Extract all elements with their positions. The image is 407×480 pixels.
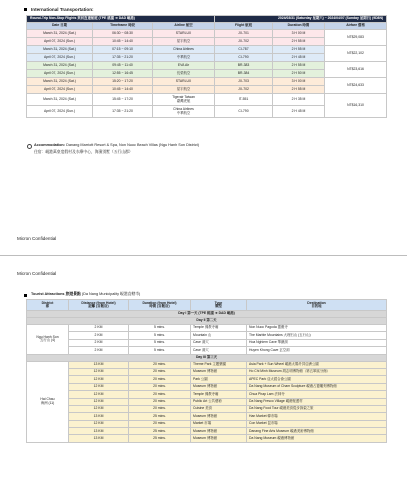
flight-timeframe: 15:45 ~ 17:20 (93, 94, 153, 106)
attraction-distance: 12 KM (69, 383, 129, 390)
flight-date: April 07, 2024 (Sun.) (27, 70, 93, 78)
section-bullet (24, 8, 27, 11)
attraction-duration: 5 mins. (129, 325, 191, 332)
flight-duration: 2 H 35 M (273, 94, 325, 106)
flight-timeframe: 17:35 ~ 21:20 (93, 54, 153, 62)
day-1-row (27, 311, 387, 318)
flight-airfare: NT$16,310 (325, 94, 387, 118)
attraction-distance: 12 KM (69, 405, 129, 412)
accommodation-en: Danang Marriott Resort & Spa, Non Nuoc Beach Villas (Ngu Hanh Son District) (66, 143, 199, 147)
attraction-destination: Da Nang Museum of Cham Sculpture 峴港占婆雕刻博物館 (247, 383, 387, 390)
accommodation-label: Accommodation: (34, 143, 66, 147)
day-3-row (27, 354, 387, 361)
attractions-heading: Tourist Attractions 旅遊景點 (31, 291, 81, 296)
attraction-type: Museum 博物館 (191, 435, 247, 442)
accommodation-zh: 住宿：峴港萬豪度假村及水療中心，海濱別墅（五行山郡） (34, 149, 133, 154)
attraction-duration: 20 mins. (129, 391, 191, 398)
flight-date: April 07, 2024 (Sun.) (27, 38, 93, 46)
attraction-row (27, 405, 387, 412)
col-airfare: Airfare 價格 (325, 23, 387, 30)
attraction-distance: 12 KM (69, 376, 129, 383)
attraction-type: Museum 博物館 (191, 383, 247, 390)
attractions-header (27, 300, 387, 311)
attraction-type: Museum 博物館 (191, 428, 247, 435)
flight-timeframe: 10:45 ~ 14:40 (93, 86, 153, 94)
flight-duration: 3 H 00 M (273, 78, 325, 86)
flight-airline: 星宇航空 (153, 86, 215, 94)
flight-table (26, 15, 387, 118)
flight-timeframe: 12:55 ~ 16:45 (93, 70, 153, 78)
flight-table-header (27, 23, 387, 30)
flight-number: BR-384 (215, 70, 273, 78)
district-name-zh: 五行山 (4) (39, 338, 56, 343)
attraction-row (27, 420, 387, 427)
attractions-table (26, 299, 387, 443)
attraction-duration: 20 mins. (129, 405, 191, 412)
flight-duration: 2 H 55 M (273, 62, 325, 70)
attraction-distance: 2 KM (69, 339, 129, 346)
flight-duration: 2 H 45 M (273, 54, 325, 62)
district-name: Hai Chau (40, 397, 55, 402)
header-confidential: Micron Confidential (17, 271, 57, 276)
attraction-type: Museum 博物館 (191, 413, 247, 420)
attraction-destination: Huyen Khong Cave 玄空洞 (247, 347, 387, 354)
flight-date: March 31, 2024 (Sat.) (27, 62, 93, 70)
attraction-duration: 25 mins. (129, 428, 191, 435)
flight-number: JX-702 (215, 38, 273, 46)
attraction-row (27, 391, 387, 398)
attractions-subheading: (Da Nang Municipality 峴港直轄市) (81, 291, 141, 296)
flight-row (27, 62, 387, 70)
col-date: Date 日期 (27, 23, 93, 30)
flight-airline: China Airlines 中華航空 (153, 106, 215, 118)
flight-date: March 31, 2024 (Sat.) (27, 46, 93, 54)
flight-number: CI-790 (215, 54, 273, 62)
flight-number: JX-702 (215, 86, 273, 94)
attraction-type: Cave 洞穴 (191, 339, 247, 346)
accommodation-line (34, 144, 199, 148)
flight-airline: Tigerair Taiwan 臺灣虎航 (153, 94, 215, 106)
attraction-destination: APEC Park 亞太經合會公園 (247, 376, 387, 383)
flight-row (27, 46, 387, 54)
attraction-destination: Da Nang Fresco Village 峴港壁畫村 (247, 398, 387, 405)
flight-number: BR-383 (215, 62, 273, 70)
flight-airfare: NT$29,083 (325, 30, 387, 46)
attraction-destination: Han Market 韓市場 (247, 413, 387, 420)
attraction-distance: 12 KM (69, 420, 129, 427)
attraction-duration: 5 mins. (129, 347, 191, 354)
day-2-label: Day II 第二天 (27, 318, 387, 325)
section-title: International Transportation: (31, 6, 94, 12)
flight-date: March 31, 2024 (Sat.) (27, 30, 93, 38)
flight-date: March 31, 2024 (Sat.) (27, 78, 93, 86)
district-name: Ngu Hanh Son (36, 334, 59, 339)
attraction-destination: Asia Park + Sun Wheel 峴港太陽升昇亞洲公園 (247, 361, 387, 368)
flight-timeframe: 09:45 ~ 11:40 (93, 62, 153, 70)
attraction-duration: 5 mins. (129, 339, 191, 346)
accommodation-bullet (27, 144, 32, 149)
flight-number: JX-703 (215, 78, 273, 86)
attraction-destination: Da Nang Food Tour 峴港美食從步探索之旅 (247, 405, 387, 412)
flight-airfare: NT$23,616 (325, 62, 387, 78)
col-district: District 郡 (27, 300, 69, 311)
day-1-label: Day I 第一天 (TPE 桃園 ➜ DAD 峴港) (27, 311, 387, 318)
attraction-destination: Danang Fine Arts Museum 峴港美術博物館 (247, 428, 387, 435)
attraction-duration: 20 mins. (129, 383, 191, 390)
flight-number: IT-551 (215, 94, 273, 106)
flight-duration: 2 H 55 M (273, 38, 325, 46)
flight-row (27, 78, 387, 86)
attraction-row (27, 347, 387, 354)
district-cell (27, 325, 69, 355)
attraction-distance: 12 KM (69, 368, 129, 375)
attraction-duration: 5 mins. (129, 332, 191, 339)
attraction-destination: Hoa Nghiem Cave 華嚴洞 (247, 339, 387, 346)
flight-number: JX-701 (215, 30, 273, 38)
flight-airline: 中華航空 (153, 54, 215, 62)
district-name-zh: 海洲 (11) (40, 400, 55, 405)
flight-date: April 07, 2024 (Sun.) (27, 54, 93, 62)
flight-date: March 31, 2024 (Sat.) (27, 94, 93, 106)
attraction-distance: 12 KM (69, 391, 129, 398)
attraction-destination: Da Nang Museum 峴港博物館 (247, 435, 387, 442)
flight-airfare: NT$22,102 (325, 46, 387, 62)
flight-airfare: NT$24,633 (325, 78, 387, 94)
section-bullet (24, 294, 27, 297)
col-destination: Destination 目的地 (247, 300, 387, 311)
flight-airline: 星宇航空 (153, 38, 215, 46)
day-3-label: Day III 第三天 (27, 354, 387, 361)
flight-number: CI-787 (215, 46, 273, 54)
attraction-row (27, 332, 387, 339)
flight-timeframe: 15:20 ~ 17:20 (93, 78, 153, 86)
attraction-type: Mountain 山 (191, 332, 247, 339)
attraction-row (27, 376, 387, 383)
attraction-row (27, 413, 387, 420)
attraction-row (27, 435, 387, 442)
col-airline: Airline 航空 (153, 23, 215, 30)
flight-airline: STARLUX (153, 78, 215, 86)
flight-airline: China Airlines (153, 46, 215, 54)
attraction-type: Public Art 公共藝術 (191, 398, 247, 405)
attraction-type: Temple 佛教寺廟 (191, 391, 247, 398)
flight-airline: 長榮航空 (153, 70, 215, 78)
day-2-row (27, 318, 387, 325)
attraction-distance: 2 KM (69, 325, 129, 332)
attraction-type: Park 公園 (191, 376, 247, 383)
flight-duration: 2 H 55 M (273, 46, 325, 54)
attraction-destination: Ho Chi Minh Museum 胡志明博物館（第五軍區分館） (247, 368, 387, 375)
attraction-row (27, 368, 387, 375)
attraction-distance: 2 KM (69, 347, 129, 354)
attraction-duration: 20 mins. (129, 398, 191, 405)
attraction-destination: Chua Phap Lam 法林寺 (247, 391, 387, 398)
flight-timeframe: 10:45 ~ 14:40 (93, 38, 153, 46)
flight-duration: 2 H 45 M (273, 106, 325, 118)
flight-duration: 2 H 50 M (273, 70, 325, 78)
flight-airline: STARLUX (153, 30, 215, 38)
attraction-duration: 25 mins. (129, 413, 191, 420)
attraction-row (27, 339, 387, 346)
district-cell (27, 361, 69, 442)
attraction-duration: 20 mins. (129, 368, 191, 375)
flight-timeframe: 07:15 ~ 09:10 (93, 46, 153, 54)
attraction-type: Cuisine 美食 (191, 405, 247, 412)
attraction-row (27, 361, 387, 368)
flight-date: April 07, 2024 (Sun.) (27, 106, 93, 118)
attraction-row (27, 398, 387, 405)
attraction-distance: 13 KM (69, 413, 129, 420)
col-duration: Duration 時間 (273, 23, 325, 30)
flight-row (27, 94, 387, 106)
attraction-distance: 13 KM (69, 428, 129, 435)
flight-date: April 07, 2024 (Sun.) (27, 86, 93, 94)
attraction-duration: 20 mins. (129, 361, 191, 368)
flight-row (27, 30, 387, 38)
attraction-distance: 13 KM (69, 361, 129, 368)
flight-duration: 2 H 55 M (273, 86, 325, 94)
attraction-duration: 25 mins. (129, 435, 191, 442)
attraction-destination: Con Market 昆市場 (247, 420, 387, 427)
col-distance: Distance (from Hotel) 距離 (自飯店) (69, 300, 129, 311)
page-divider (0, 255, 407, 256)
flight-table-title: Round-Trip Non-Stop Flights 來回直達航班 (TPE 桃園 ➜ DAD 峴港) (27, 16, 215, 23)
attraction-distance: 12 KM (69, 398, 129, 405)
flight-timeframe: 06:30 ~ 08:30 (93, 30, 153, 38)
attraction-row (27, 325, 387, 332)
attraction-row (27, 383, 387, 390)
attraction-destination: Non Nuoc Pagoda 靈應寺 (247, 325, 387, 332)
attraction-destination: The Marble Mountains 大理石山 (五行山) (247, 332, 387, 339)
attraction-duration: 20 mins. (129, 376, 191, 383)
attraction-duration: 20 mins. (129, 420, 191, 427)
attraction-type: Market 市場 (191, 420, 247, 427)
attractions-title (31, 293, 140, 297)
footer-confidential: Micron Confidential (17, 236, 57, 241)
attraction-row (27, 428, 387, 435)
flight-number: CI-790 (215, 106, 273, 118)
col-tour-duration: Duration (from Hotel) 時間 (自飯店) (129, 300, 191, 311)
flight-table-dates: 2024/03/31 (Saturday 星期六) ~ 2024/04/07 (Sunday 星期日) (9D8N) (215, 16, 387, 23)
col-flight: Flight 航班 (215, 23, 273, 30)
flight-duration: 3 H 00 M (273, 30, 325, 38)
flight-timeframe: 17:35 ~ 21:20 (93, 106, 153, 118)
attraction-distance: 2 KM (69, 332, 129, 339)
col-type: Type 類型 (191, 300, 247, 311)
attraction-distance: 13 KM (69, 435, 129, 442)
attraction-type: Theme Park 主題樂園 (191, 361, 247, 368)
col-timeframe: Timeframe 時段 (93, 23, 153, 30)
attraction-type: Museum 博物館 (191, 368, 247, 375)
flight-airline: EVA Air (153, 62, 215, 70)
attraction-type: Temple 佛教寺廟 (191, 325, 247, 332)
attraction-type: Cave 洞穴 (191, 347, 247, 354)
